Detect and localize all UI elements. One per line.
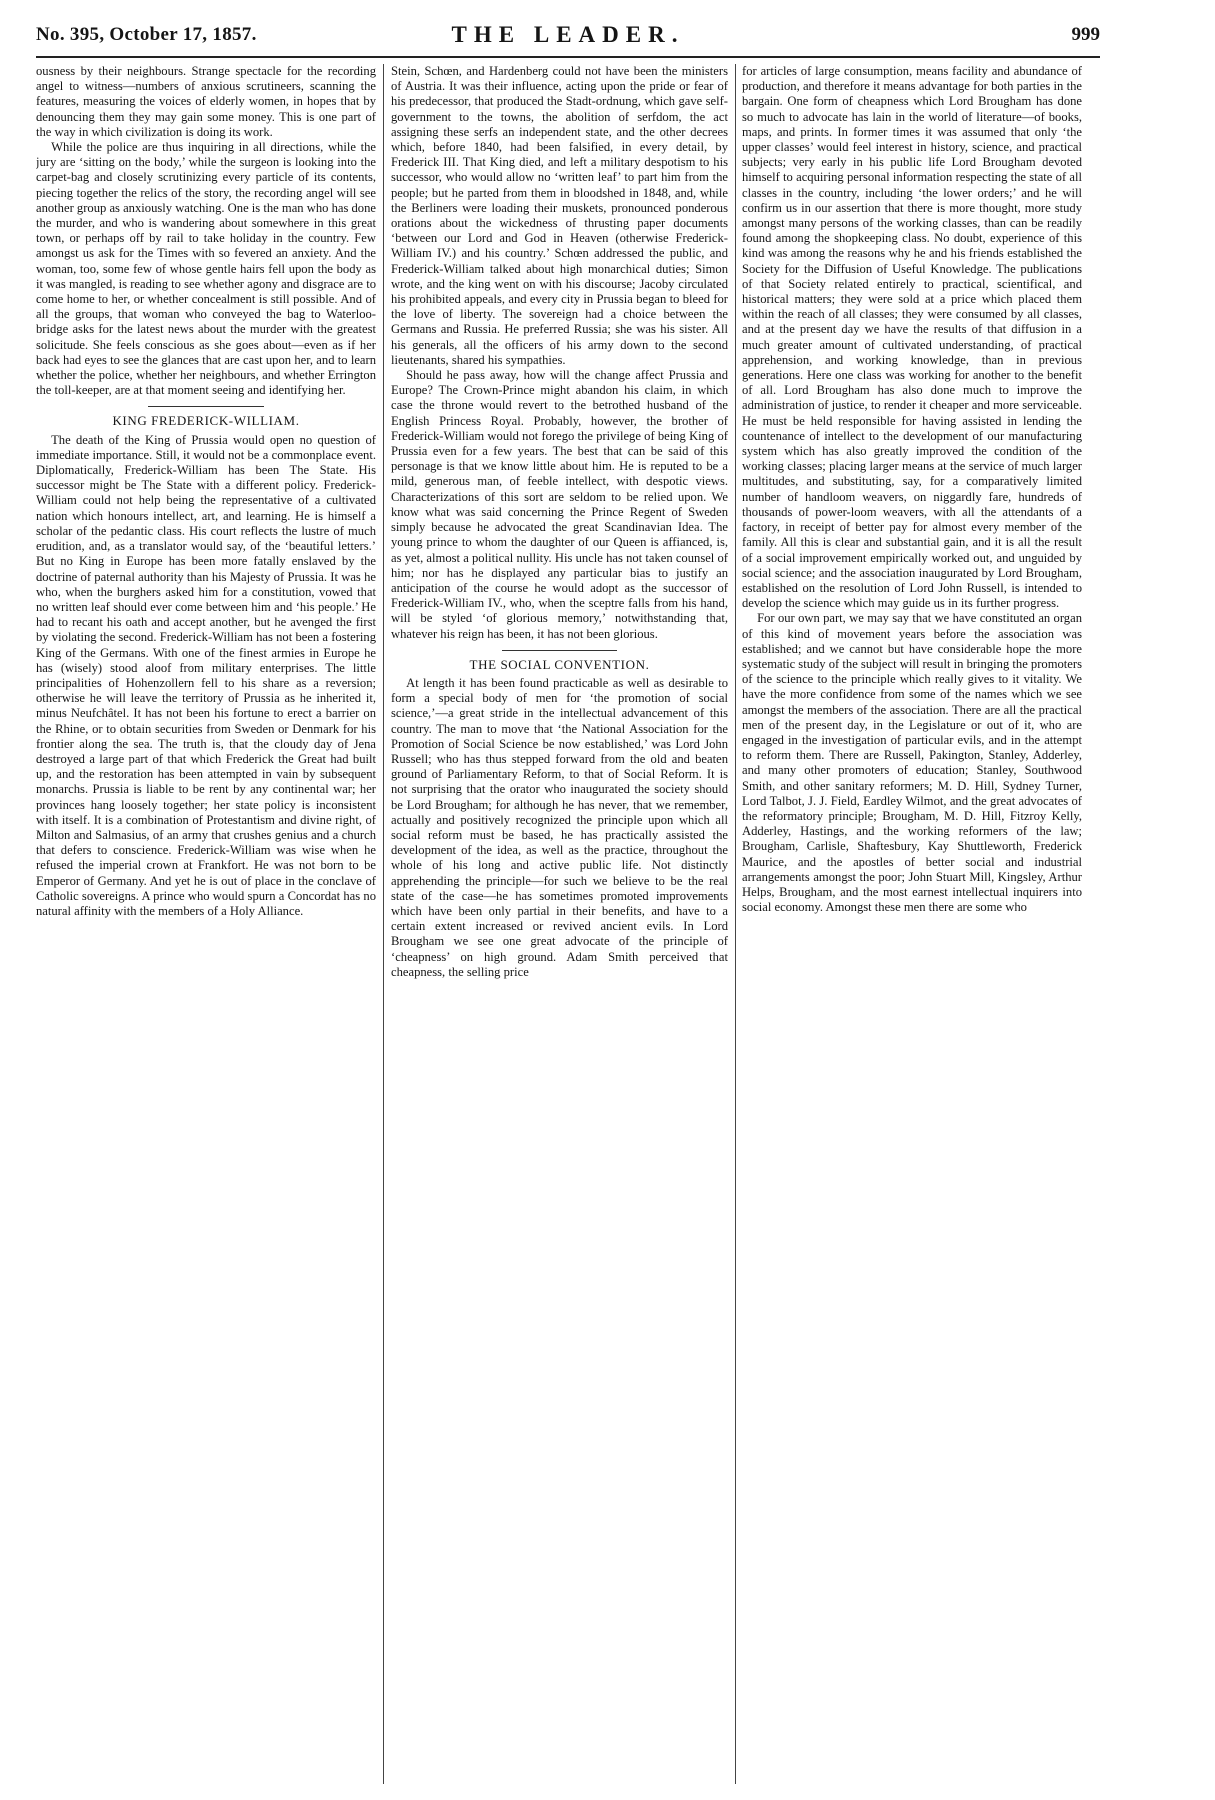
column-2 [391,64,728,1784]
paragraph: for articles of large consumption, means facility and abundance of production, and therefore it means advantage for both parties in the bargain. One form of cheapness which Lord Brougham has done so much to advocate has lain in the world of literature—of books, maps, and prints. In former times it was assumed that only ‘the upper classes’ would feel interest in history, science, and practical subjects; very early in his public life Lord Brougham devoted himself to acquiring personal information respecting the state of all classes in the country, including ‘the lower orders;’ and he will confirm us in our assertion that there is more thought, more study amongst many persons of the working classes, than can be readily found among the shopkeeping class. No doubt, experience of this kind was among the reasons why he and his friends established the Society for the Diffusion of Useful Knowledge. The publications of that Society related entirely to practical, scientifical, and historical matters; they were sold at a price which placed them within the reach of all classes; they were consumed by all classes, and at the present day we have the results of that diffusion in a much greater amount of cultivated understanding, of practical apprehension, and working knowledge, than in previous generations. Here one class was working for another to the benefit of all. Lord Brougham has also done much to improve the administration of justice, to render it cheaper and more serviceable. He must be held responsible for having assisted in lending the countenance of intellect to the development of our manufacturing system which has also greatly improved the condition of the working classes; placing larger means at the service of much larger multitudes, and substituting, say, for a comparatively limited number of handloom weavers, on niggardly fare, hundreds of thousands of power-loom weavers, with all the attendants of a factory, in receipt of better pay for almost every member of the family. All this is clear and substantial gain, and it is all the result of a social improvement empirically worked out, and unguided by social science; and the association inaugurated by Lord Brougham, established on the resolution of Lord John Russell, is intended to develop the science which may guide us in its further progress. [742,64,1082,611]
paragraph: While the police are thus inquiring in all directions, while the jury are ‘sitting on the body,’ while the surgeon is looking into the carpet-bag and closely scrutinizing every particle of its contents, piecing together the relics of the story, the recording angel will see another group as anxiously watching. One is the man who has done the murder, and who is wandering about somewhere in this great town, or perhaps off by rail to take holiday in the country. Few amongst us ask for the Times with so fevered an anxiety. And the woman, too, some few of whose gentle hairs fell upon the body as it was mangled, is reading to see whether agony and disgrace are to come home to her, or whether concealment is still possible. And of all the groups, that woman who conveyed the bag to Waterloo-bridge asks for the latest news about the murder with the greatest solicitude. She feels conscious as she goes about—even as if her back had eyes to see the glances that are cast upon her, and to learn whether the police, whether her neighbours, and whether Errington the toll-keeper, are at that moment seeing and identifying her. [36,140,376,398]
column-3 [742,64,1082,1784]
column-rule [735,64,736,1784]
column-rule [383,64,384,1784]
article-heading-social-convention: THE SOCIAL CONVENTION. [469,656,650,672]
paragraph: Stein, Schœn, and Hardenberg could not have been the ministers of Austria. It was their influence, acting upon the pride or fear of his predecessor, that produced the Stadt-ordnung, which gave self-government to the towns, the abolition of serfdom, the act assigning these serfs an independent state, and the other decrees which, before 1840, had been falsified, in every detail, by Frederick III. That King died, and left a military despotism to his successor, who would allow no ‘written leaf’ to part him from the people; but he parted from them in bloodshed in 1848, and, while the Berliners were loading their muskets, pronounced ponderous orations about the wickedness of thrusting paper documents ‘between our Lord and God in Heaven (otherwise Frederick-William IV.) and his country.’ Schœn addressed the public, and Frederick-William talked about high monarchical duties; Simon wrote, and the king went on with his discourse; Jacoby circulated his prohibited appeals, and every city in Prussia began to bleed for the love of liberty. The sovereign had a choice between the Germans and Russia. He preferred Russia; she was his sister. All his generals, all the officers of his army down to the second lieutenants, shared his sympathies. [391,64,728,367]
column-1 [36,64,376,1784]
paragraph: For our own part, we may say that we have constituted an organ of this kind of movement years before the association was established; and we cannot but have considerable hope the more systematic study of the subject will result in bringing the promoters of the science to the principle which really gives to it vitality. We have the more confidence from some of the names which we see amongst the members of the association. There are all the practical men of the present day, in the Legislature or out of it, who are engaged in the investigation of particular evils, and in the attempt to reform them. There are Russell, Pakington, Stanley, Adderley, and many other promoters of education; Stanley, Southwood Smith, and other sanitary reformers; M. D. Hill, Sydney Turner, Lord Talbot, J. J. Field, Eardley Wilmot, and the great advocates of the reformatory principle; Brougham, M. D. Hill, Fitzroy Kelly, Adderley, Hastings, and the working reformers of the law; Brougham, Carlisle, Shaftesbury, Kay Shuttleworth, Frederick Maurice, and the apostles of better social and industrial arrangements amongst the poor; John Stuart Mill, Kingsley, Arthur Helps, Brougham, and the most earnest intellectual inquirers into social economy. Amongst these men there are some who [742,611,1082,915]
paragraph: ousness by their neighbours. Strange spectacle for the recording angel to witness—numbers of anxious scrutineers, scanning the features, measuring the voices of elderly women, in hopes that by denouncing them they may gain some money. This is one part of the way in which civilization is doing its work. [36,64,376,139]
paragraph: Should he pass away, how will the change affect Prussia and Europe? The Crown-Prince might abandon his claim, in which case the throne would revert to the betrothed husband of the English Princess Royal. Probably, however, the brother of Frederick-William would not forego the privilege of being King of Prussia even for a few years. The best that can be said of this personage is that we know little about him. He is reputed to be a mild, generous man, of feeble intellect, with despotic views. Characterizations of this sort are seldom to be relied upon. We know what was said concerning the Prince Regent of Sweden simply because he advocated the great Scandinavian Idea. The young prince to whom the daughter of our Queen is affianced, is, as yet, almost a political nullity. His uncle has not taken counsel of him; nor has he displayed any particular bias to justify an anticipation of the course he would adopt as the successor of Frederick-William IV., who, when the sceptre falls from his hand, will be styled ‘of glorious memory,’ notwithstanding that, whatever his reign has been, it has not been glorious. [391,368,728,641]
section-divider [502,650,617,651]
issue-date: No. 395, October 17, 1857. [36,24,257,45]
paragraph: The death of the King of Prussia would open no question of immediate importance. Still, it would not be a commonplace event. Diplomatically, Frederick-William has been The State. His successor might be The State with a different policy. Frederick-William could not help being the representative of a cultivated nation which honours intellect, art, and learning. He is himself a scholar of the pedantic class. His court reflects the lustre of much erudition, and, as a translator would say, of the ‘beautiful letters.’ But no King in Europe has been more fatally enslaved by the doctrine of paternal authority than his Majesty of Prussia. It was he who, when the burghers asked him for a constitution, vowed that no written leaf should ever come between him and ‘his people.’ He had to recant his oath and accept another, but he avenged the first by violating the second. Frederick-William has not been a fostering King of the Germans. With one of the finest armies in Europe he has (wisely) stood aloof from military enterprises. The little principalities of Hohenzollern fell to his share as a reversion; otherwise he will leave the territory of Prussia as he inherited it, minus Neufchâtel. It has not been his fortune to erect a barrier on the Rhine, or to obtain securities from Sweden or Denmark for his frontier along the sea. The truth is, that the cloudy day of Jena destroyed a large part of that which Frederick the Great had built up, and the restoration has been attempted in vain by subsequent monarchs. Prussia is liable to be rent by any continental war; her provinces hang loosely together; her state policy is inconsistent with itself. It is a combination of Protestantism and divine right, of Milton and Salmasius, of an army that crushes genius and a church that defers to conscience. Frederick-William was wise when he refused the imperial crown at Frankfort. He was not born to be Emperor of Germany. And yet he is out of place in the conclave of Catholic sovereigns. A prince who would spurn a Concordat has no natural affinity with the members of a Holy Alliance. [36,432,376,918]
masthead [36,20,1100,58]
article-heading-king-frederick-william: KING FREDERICK-WILLIAM. [112,413,300,429]
section-divider [148,406,264,407]
newspaper-title: THE LEADER. [451,22,685,47]
page-number: 999 [1071,24,1100,45]
paragraph: At length it has been found practicable as well as desirable to form a special body of men for ‘the promotion of social science,’—a great stride in the intellectual advancement of this country. The man to move that ‘the National Association for the Promotion of Social Science be now established,’ was Lord John Russell; who has thus stepped forward from the old and beaten ground of Parliamentary Reform, to that of Social Reform. It is not surprising that the orator who inaugurated the society should be Lord Brougham; for although he has never, that we remember, actually and positively recognized the principle upon which all social reform must be based, he has practically assisted the development of the idea, as well as the practice, throughout the whole of his long and active public life. Not distinctly apprehending the principle—for such we believe to be the real state of the case—he has sometimes promoted improvements which have been only partial in their benefits, and have to a certain extent increased or revived ancient evils. In Lord Brougham we see one great advocate of the principle of ‘cheapness’ on high ground. Adam Smith perceived that cheapness, the selling price [391,675,728,979]
